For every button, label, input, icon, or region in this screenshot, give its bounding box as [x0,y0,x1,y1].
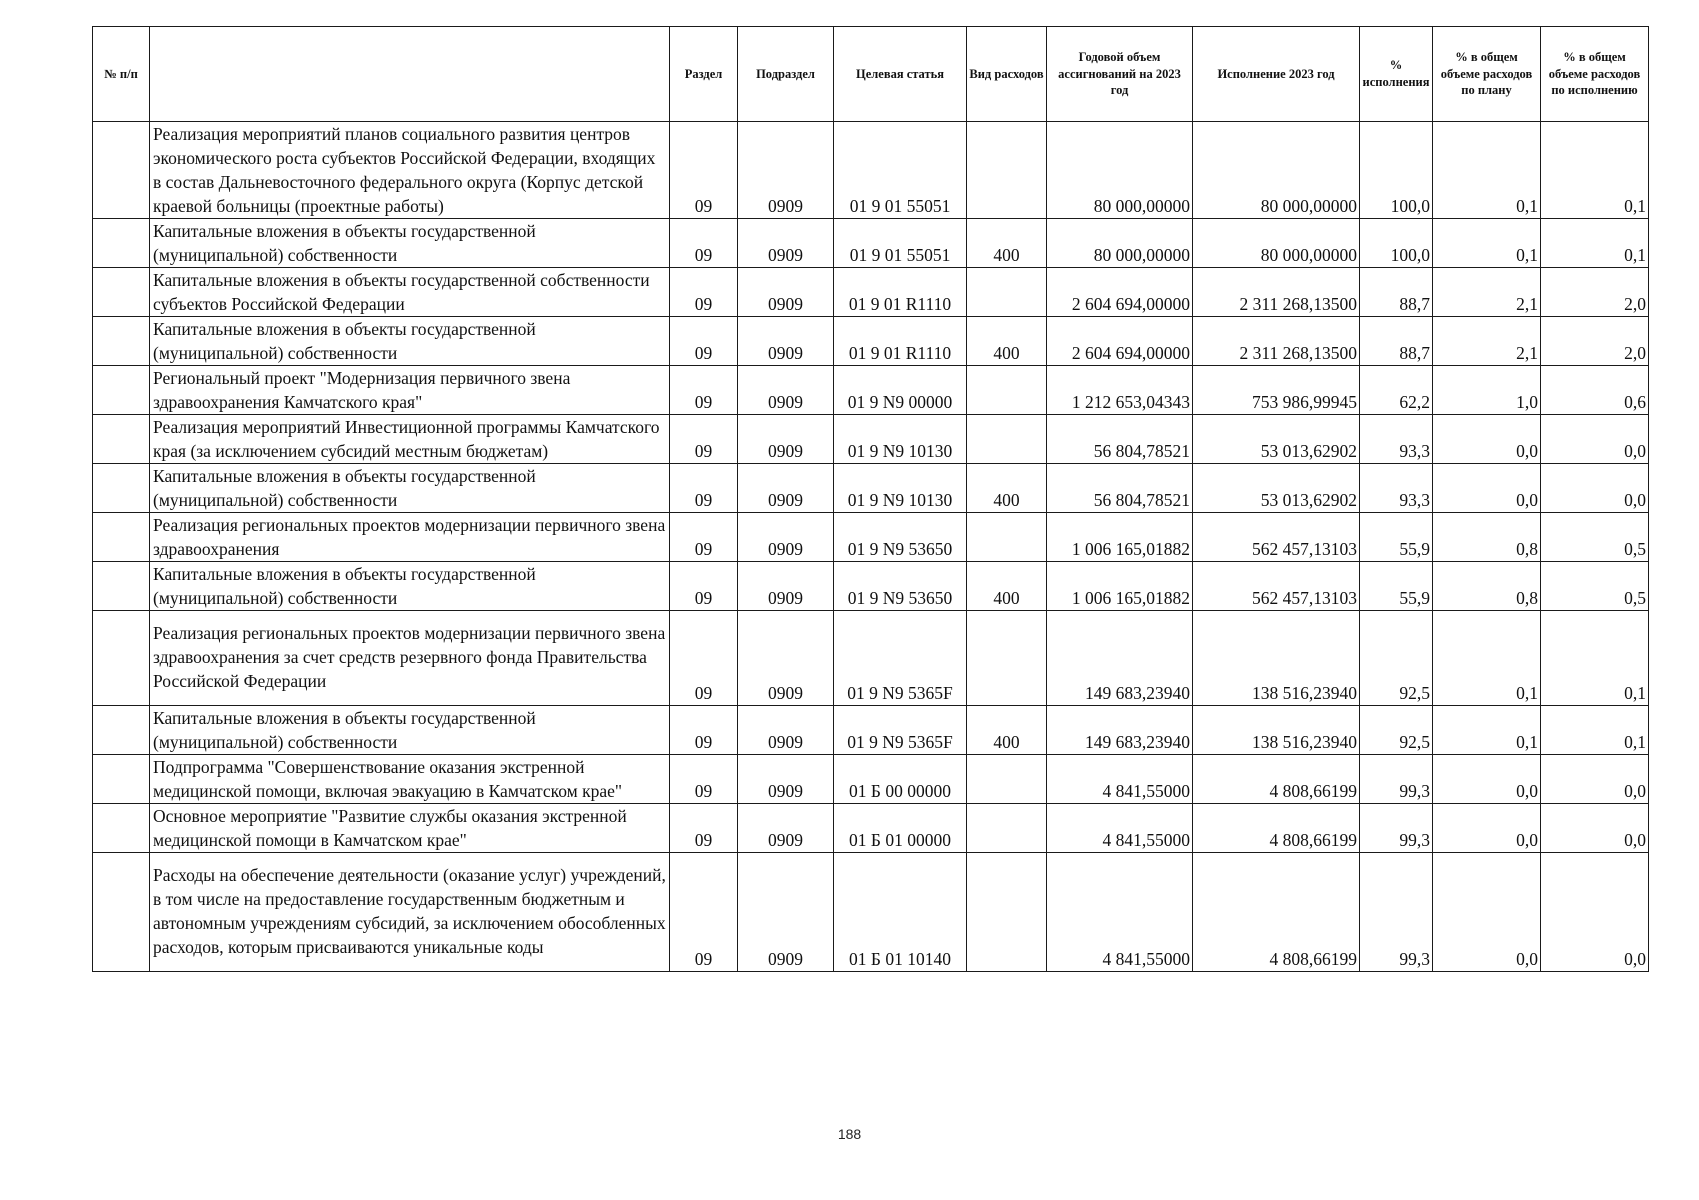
cell-podrazdel: 0909 [738,513,834,562]
cell-share-plan: 0,1 [1433,219,1541,268]
cell-plan: 2 604 694,00000 [1047,317,1193,366]
cell-name: Капитальные вложения в объекты государственной собственности субъектов Российской Федерации [150,268,670,317]
table-row [93,219,1649,268]
cell-razdel: 09 [670,317,738,366]
cell-vid [967,268,1047,317]
cell-share-plan: 2,1 [1433,317,1541,366]
cell-num [93,317,150,366]
cell-razdel: 09 [670,268,738,317]
cell-share-exec: 0,0 [1541,755,1649,804]
table-row [93,853,1649,972]
cell-share-plan: 1,0 [1433,366,1541,415]
cell-name: Расходы на обеспечение деятельности (оказание услуг) учреждений, в том числе на предоставление государственным бюджетным и автономным учреждениям субсидий, за исключением обособленных расходов, которым присваиваются уникальные коды [150,853,670,972]
cell-podrazdel: 0909 [738,317,834,366]
table-row [93,268,1649,317]
cell-vid: 400 [967,219,1047,268]
cell-razdel: 09 [670,804,738,853]
cell-exec: 53 013,62902 [1193,464,1360,513]
cell-plan: 1 006 165,01882 [1047,562,1193,611]
cell-num [93,755,150,804]
cell-vid: 400 [967,317,1047,366]
page-number: 188 [837,1126,862,1142]
cell-podrazdel: 0909 [738,366,834,415]
cell-num [93,122,150,219]
cell-razdel: 09 [670,464,738,513]
cell-vid [967,415,1047,464]
cell-share-exec: 0,1 [1541,219,1649,268]
cell-plan: 4 841,55000 [1047,804,1193,853]
header-podrazdel: Подраздел [738,27,834,122]
cell-name: Реализация региональных проектов модернизации первичного звена здравоохранения [150,513,670,562]
cell-target: 01 9 N9 5365F [834,706,967,755]
cell-exec: 80 000,00000 [1193,122,1360,219]
cell-share-exec: 0,0 [1541,804,1649,853]
cell-num [93,562,150,611]
cell-share-exec: 2,0 [1541,268,1649,317]
cell-share-exec: 0,1 [1541,611,1649,706]
cell-exec: 4 808,66199 [1193,804,1360,853]
cell-share-plan: 0,0 [1433,464,1541,513]
cell-num [93,513,150,562]
cell-target: 01 9 N9 10130 [834,464,967,513]
cell-pct: 99,3 [1360,804,1433,853]
cell-exec: 53 013,62902 [1193,415,1360,464]
cell-razdel: 09 [670,562,738,611]
header-target: Целевая статья [834,27,967,122]
cell-pct: 93,3 [1360,464,1433,513]
cell-plan: 80 000,00000 [1047,219,1193,268]
cell-vid: 400 [967,562,1047,611]
cell-target: 01 9 N9 53650 [834,562,967,611]
header-pct: % исполнения [1360,27,1433,122]
cell-exec: 562 457,13103 [1193,562,1360,611]
cell-podrazdel: 0909 [738,219,834,268]
cell-pct: 99,3 [1360,853,1433,972]
cell-share-plan: 0,1 [1433,122,1541,219]
cell-plan: 149 683,23940 [1047,706,1193,755]
cell-razdel: 09 [670,853,738,972]
cell-num [93,219,150,268]
cell-share-exec: 0,5 [1541,562,1649,611]
cell-share-exec: 0,6 [1541,366,1649,415]
table-row [93,317,1649,366]
table-row [93,415,1649,464]
cell-share-plan: 0,8 [1433,513,1541,562]
cell-pct: 100,0 [1360,219,1433,268]
table-row [93,122,1649,219]
header-name [150,27,670,122]
cell-share-exec: 2,0 [1541,317,1649,366]
cell-podrazdel: 0909 [738,415,834,464]
cell-target: 01 9 01 R1110 [834,317,967,366]
cell-vid [967,755,1047,804]
cell-razdel: 09 [670,122,738,219]
table-row [93,513,1649,562]
cell-plan: 56 804,78521 [1047,415,1193,464]
header-razdel: Раздел [670,27,738,122]
cell-target: 01 9 01 55051 [834,219,967,268]
cell-exec: 138 516,23940 [1193,706,1360,755]
cell-share-plan: 0,0 [1433,755,1541,804]
header-share-plan: % в общем объеме расходов по плану [1433,27,1541,122]
header-plan: Годовой объем ассигнований на 2023 год [1047,27,1193,122]
cell-target: 01 Б 01 10140 [834,853,967,972]
cell-pct: 100,0 [1360,122,1433,219]
table-row [93,804,1649,853]
cell-target: 01 9 01 R1110 [834,268,967,317]
cell-exec: 562 457,13103 [1193,513,1360,562]
cell-target: 01 9 N9 5365F [834,611,967,706]
cell-name: Реализация мероприятий планов социального развития центров экономического роста субъектов Российской Федерации, входящих в состав Дальневосточного федерального округа (Корпус детской краевой больницы (проектные работы) [150,122,670,219]
cell-razdel: 09 [670,366,738,415]
cell-num [93,268,150,317]
cell-share-exec: 0,0 [1541,853,1649,972]
cell-share-plan: 2,1 [1433,268,1541,317]
cell-pct: 55,9 [1360,513,1433,562]
header-vid: Вид расходов [967,27,1047,122]
cell-podrazdel: 0909 [738,464,834,513]
cell-share-exec: 0,0 [1541,464,1649,513]
cell-share-exec: 0,1 [1541,122,1649,219]
table-row [93,706,1649,755]
cell-name: Основное мероприятие "Развитие службы оказания экстренной медицинской помощи в Камчатском крае" [150,804,670,853]
cell-razdel: 09 [670,706,738,755]
cell-name: Региональный проект "Модернизация первичного звена здравоохранения Камчатского края" [150,366,670,415]
cell-share-exec: 0,5 [1541,513,1649,562]
cell-podrazdel: 0909 [738,804,834,853]
cell-share-plan: 0,0 [1433,853,1541,972]
cell-name: Капитальные вложения в объекты государственной (муниципальной) собственности [150,219,670,268]
cell-podrazdel: 0909 [738,562,834,611]
cell-name: Реализация региональных проектов модернизации первичного звена здравоохранения за счет средств резервного фонда Правительства Российской Федерации [150,611,670,706]
cell-share-exec: 0,1 [1541,706,1649,755]
cell-plan: 56 804,78521 [1047,464,1193,513]
cell-pct: 93,3 [1360,415,1433,464]
header-share-exec: % в общем объеме расходов по исполнению [1541,27,1649,122]
cell-plan: 4 841,55000 [1047,755,1193,804]
cell-razdel: 09 [670,611,738,706]
cell-num [93,853,150,972]
cell-exec: 2 311 268,13500 [1193,268,1360,317]
cell-plan: 1 212 653,04343 [1047,366,1193,415]
cell-num [93,611,150,706]
cell-name: Капитальные вложения в объекты государственной (муниципальной) собственности [150,317,670,366]
cell-pct: 88,7 [1360,317,1433,366]
cell-vid [967,513,1047,562]
cell-num [93,706,150,755]
cell-num [93,415,150,464]
table-row [93,755,1649,804]
cell-name: Реализация мероприятий Инвестиционной программы Камчатского края (за исключением субсидий местным бюджетам) [150,415,670,464]
cell-target: 01 9 01 55051 [834,122,967,219]
cell-pct: 62,2 [1360,366,1433,415]
cell-vid: 400 [967,706,1047,755]
cell-plan: 1 006 165,01882 [1047,513,1193,562]
cell-razdel: 09 [670,513,738,562]
cell-name: Капитальные вложения в объекты государственной (муниципальной) собственности [150,706,670,755]
cell-name: Капитальные вложения в объекты государственной (муниципальной) собственности [150,464,670,513]
cell-pct: 99,3 [1360,755,1433,804]
cell-share-plan: 0,1 [1433,706,1541,755]
cell-exec: 2 311 268,13500 [1193,317,1360,366]
cell-razdel: 09 [670,415,738,464]
table-row [93,562,1649,611]
cell-vid: 400 [967,464,1047,513]
cell-podrazdel: 0909 [738,853,834,972]
cell-plan: 149 683,23940 [1047,611,1193,706]
cell-target: 01 9 N9 00000 [834,366,967,415]
cell-plan: 2 604 694,00000 [1047,268,1193,317]
cell-pct: 92,5 [1360,706,1433,755]
cell-exec: 80 000,00000 [1193,219,1360,268]
header-num: № п/п [93,27,150,122]
cell-podrazdel: 0909 [738,706,834,755]
table-row [93,366,1649,415]
header-row [93,27,1649,122]
cell-num [93,366,150,415]
cell-name: Капитальные вложения в объекты государственной (муниципальной) собственности [150,562,670,611]
cell-razdel: 09 [670,755,738,804]
cell-pct: 92,5 [1360,611,1433,706]
cell-podrazdel: 0909 [738,611,834,706]
cell-share-exec: 0,0 [1541,415,1649,464]
cell-share-plan: 0,8 [1433,562,1541,611]
cell-vid [967,804,1047,853]
cell-target: 01 Б 01 00000 [834,804,967,853]
cell-exec: 4 808,66199 [1193,755,1360,804]
cell-plan: 4 841,55000 [1047,853,1193,972]
cell-podrazdel: 0909 [738,755,834,804]
cell-target: 01 9 N9 10130 [834,415,967,464]
cell-target: 01 9 N9 53650 [834,513,967,562]
cell-name: Подпрограмма "Совершенствование оказания экстренной медицинской помощи, включая эвакуацию в Камчатском крае" [150,755,670,804]
budget-table [92,26,1649,972]
cell-vid [967,853,1047,972]
cell-share-plan: 0,1 [1433,611,1541,706]
cell-num [93,464,150,513]
cell-num [93,804,150,853]
cell-share-plan: 0,0 [1433,804,1541,853]
cell-target: 01 Б 00 00000 [834,755,967,804]
cell-pct: 55,9 [1360,562,1433,611]
cell-pct: 88,7 [1360,268,1433,317]
cell-podrazdel: 0909 [738,122,834,219]
cell-exec: 138 516,23940 [1193,611,1360,706]
cell-exec: 4 808,66199 [1193,853,1360,972]
cell-exec: 753 986,99945 [1193,366,1360,415]
cell-podrazdel: 0909 [738,268,834,317]
cell-share-plan: 0,0 [1433,415,1541,464]
header-exec: Исполнение 2023 год [1193,27,1360,122]
cell-vid [967,122,1047,219]
table-row [93,611,1649,706]
cell-plan: 80 000,00000 [1047,122,1193,219]
cell-vid [967,611,1047,706]
table-row [93,464,1649,513]
cell-razdel: 09 [670,219,738,268]
cell-vid [967,366,1047,415]
